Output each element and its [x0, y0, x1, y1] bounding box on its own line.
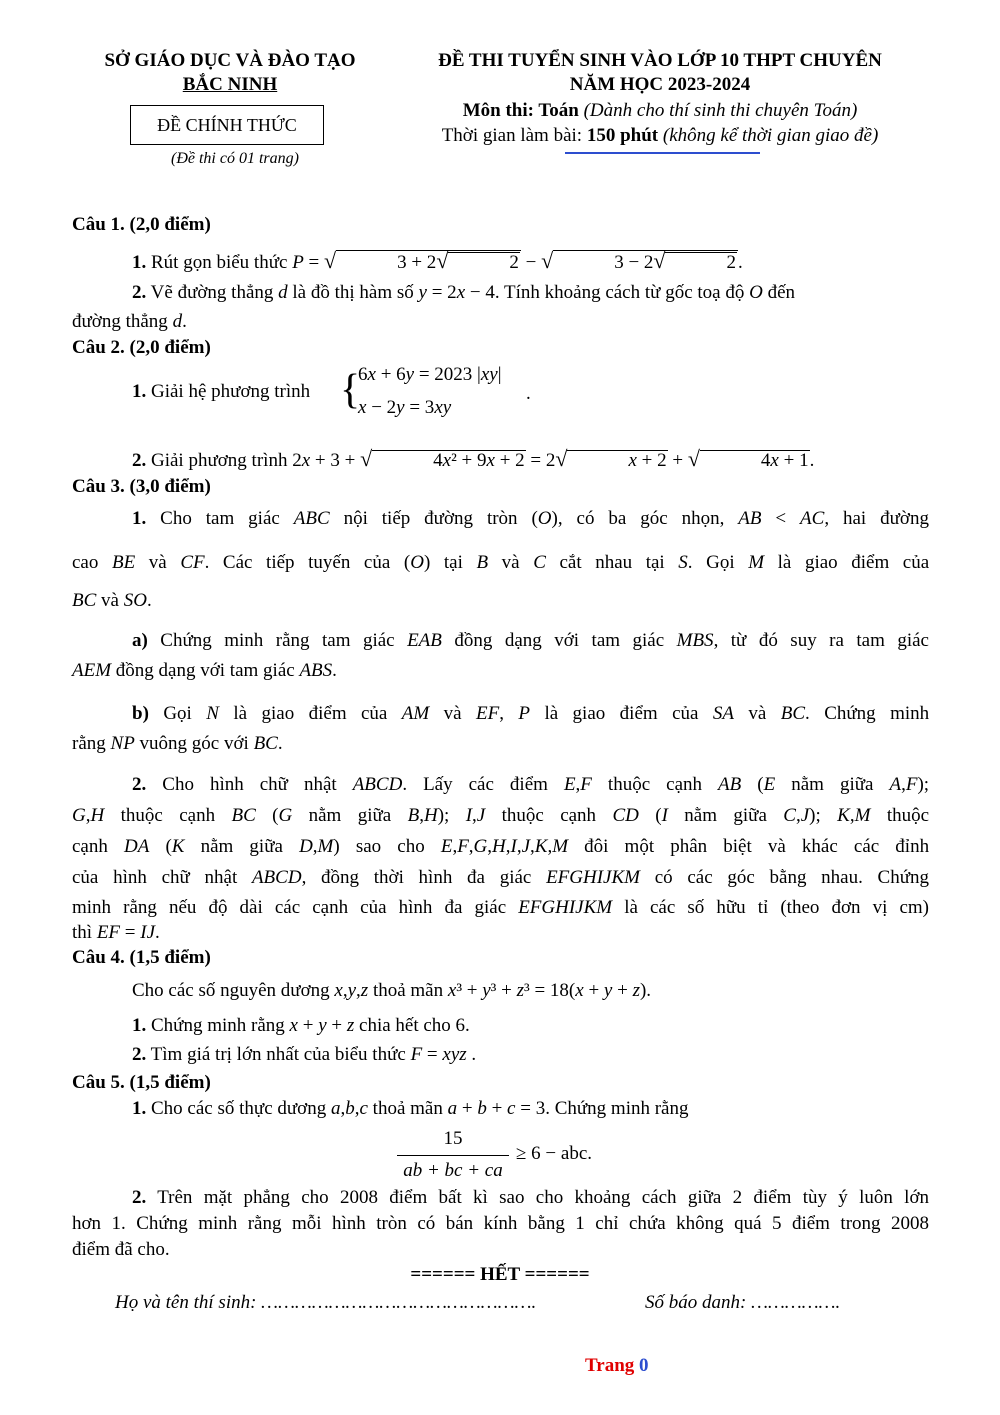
q3-title: Câu 3. (3,0 điểm): [72, 476, 211, 497]
q5-p1-c: Chứng minh rằng: [554, 1098, 689, 1119]
q3-pb-line1: b) Gọi N là giao điểm của AM và EF, P là giao điểm của SA và BC. Chứng minh: [132, 703, 930, 724]
q3-p2-l6a: thì: [72, 922, 93, 943]
q5-part1: 1. Cho các số thực dương a,b,c thoả mãn a + b + c = 3. Chứng minh rằng: [132, 1098, 689, 1119]
q3-p2-l2c: thuộc cạnh: [501, 805, 597, 826]
q3-p2-l1c: thuộc cạnh: [607, 774, 703, 795]
end-marker: ====== HẾT ======: [410, 1264, 590, 1285]
q3-p2-l3c: sao cho: [355, 836, 425, 857]
q3-pb-l1d: là giao điểm của: [544, 703, 699, 724]
q5-p1-a: Cho các số thực dương: [151, 1098, 327, 1119]
q3-p1-l2d: tại: [443, 552, 463, 573]
time-label: Thời gian làm bài:: [441, 125, 587, 146]
q5-p1-num: 1.: [132, 1098, 147, 1119]
q3-pa-line1: a) Chứng minh rằng tam giác EAB đồng dạng với tam giác MBS, từ đó suy ra tam giác: [132, 630, 929, 651]
q3-p2-l5a: minh rằng nếu độ dài các cạnh của hình đa giác: [72, 897, 507, 918]
q3-p2-line1: 2. Cho hình chữ nhật ABCD. Lấy các điểm E,F thuộc cạnh AB (E nằm giữa A,F);: [132, 774, 930, 795]
q1-p2-d: đến: [767, 282, 796, 303]
q3-p1-l1c: , có ba góc nhọn,: [557, 508, 725, 529]
q2-part2: 2. Giải phương trình 2x + 3 + √ 4x² + 9x + 2 = 2√ x + 2 + √ 4x + 1.: [132, 446, 815, 471]
q3-p2-line3: cạnh DA (K nằm giữa D,M) sao cho E,F,G,H,I,J,K,M đôi một phân biệt và khác các đỉnh: [72, 836, 930, 857]
q1-p2-c: . Tính khoảng cách từ gốc toạ độ: [494, 282, 745, 303]
q3-p1-l1d: , hai đường: [824, 508, 929, 529]
q3-pa-label: a): [132, 630, 148, 651]
q3-p1-line2: cao BE và CF. Các tiếp tuyến của (O) tại B và C cắt nhau tại S. Gọi M là giao điểm của: [72, 552, 930, 573]
q1-p1-text: Rút gọn biểu thức: [151, 252, 288, 273]
q5-title: Câu 5. (1,5 điểm): [72, 1072, 211, 1093]
q3-pb-l1b: là giao điểm của: [233, 703, 388, 724]
q3-p2-l3d: đôi một phân biệt và khác các đỉnh: [584, 836, 930, 857]
q3-pb-l1e: và: [748, 703, 767, 724]
q3-p1-line3: BC và SO.: [72, 590, 152, 611]
time-value: 150 phút: [586, 125, 659, 146]
q3-p2-line5: minh rằng nếu độ dài các cạnh của hình đa giác EFGHIJKM là các số hữu tỉ (theo đơn vị cm): [72, 897, 929, 918]
q2-p2-num: 2.: [132, 450, 147, 471]
q3-pa-l1a: Chứng minh rằng tam giác: [160, 630, 395, 651]
q3-p2-l1a: Cho hình chữ nhật: [162, 774, 337, 795]
dept-name: SỞ GIÁO DỤC VÀ ĐÀO TẠO: [104, 50, 356, 71]
q3-pb-l2a: rằng: [72, 733, 106, 754]
q3-p2-l1b: . Lấy các điểm: [402, 774, 548, 795]
q2-p2-text: Giải phương trình: [151, 450, 288, 471]
q3-p2-l2e: thuộc: [886, 805, 930, 826]
frac-numerator: 15: [443, 1128, 463, 1149]
q4-part2: 2. Tìm giá trị lớn nhất của biểu thức F = xyz .: [132, 1044, 477, 1065]
q3-p1-l1a: Cho tam giác: [160, 508, 280, 529]
q3-p1-l2g: . Gọi: [687, 552, 735, 573]
q3-pb-label: b): [132, 703, 149, 724]
system-period: .: [526, 383, 531, 404]
q3-p1-num: 1.: [132, 508, 147, 529]
q3-p1-line1: 1. Cho tam giác ABC nội tiếp đường tròn (O), có ba góc nhọn, AB < AC, hai đường: [132, 508, 929, 529]
q1-part1: 1. Rút gọn biểu thức P = √ 3 + 2√ 2 − √ 3 − 2√ 2 .: [132, 248, 743, 273]
q4-intro: Cho các số nguyên dương x,y,z thoả mãn x³ + y³ + z³ = 18(x + y + z).: [132, 980, 652, 1001]
q4-p1-num: 1.: [132, 1015, 147, 1036]
page-footer: [585, 1355, 649, 1377]
q5-p2-l1: Trên mặt phẳng cho 2008 điểm bất kì sao cho khoảng cách giữa 2 điểm tùy ý luôn lớn: [157, 1187, 929, 1208]
page-number: 0: [639, 1355, 649, 1376]
subject-line: [395, 100, 925, 122]
time-line: [395, 125, 925, 147]
candidate-id-field: Số báo danh: …………….: [645, 1292, 841, 1313]
q3-p2-l3a: cạnh: [72, 836, 108, 857]
page-label: Trang: [585, 1355, 635, 1376]
q3-p2-l4c: có các góc bằng nhau. Chứng: [654, 867, 930, 888]
q3-pa-line2: AEM đồng dạng với tam giác ABS.: [72, 660, 337, 681]
subject-label: Môn thi: Toán: [462, 100, 579, 121]
q1-p2-e: đường thẳng: [72, 311, 168, 332]
official-badge: ĐỀ CHÍNH THỨC: [130, 105, 324, 145]
q4-p2-a: Tìm giá trị lớn nhất của biểu thức: [150, 1044, 406, 1065]
q3-p1-l2b: và: [148, 552, 167, 573]
q4-intro-b: thoả mãn: [372, 980, 444, 1001]
q5-p1-b: thoả mãn: [372, 1098, 443, 1119]
q4-intro-a: Cho các số nguyên dương: [132, 980, 330, 1001]
q3-pa-l2a: đồng dạng với tam giác: [115, 660, 295, 681]
frac-denominator: ab + bc + ca: [403, 1160, 503, 1181]
school-year: NĂM HỌC 2023-2024: [569, 74, 751, 95]
frac-rhs: ≥ 6 − abc.: [516, 1143, 593, 1164]
exam-title: ĐỀ THI TUYỂN SINH VÀO LỚP 10 THPT CHUYÊN: [438, 50, 882, 71]
q4-part1: 1. Chứng minh rằng x + y + z chia hết cho 6.: [132, 1015, 470, 1036]
pages-note: (Đề thi có 01 trang): [171, 150, 299, 167]
q2-title: Câu 2. (2,0 điểm): [72, 337, 211, 358]
q3-p1-l3a: và: [101, 590, 119, 611]
q5-part2-line2: hơn 1. Chứng minh rằng mỗi hình tròn có bán kính bằng 1 chỉ chứa không quá 5 điểm trong 2008: [72, 1213, 929, 1234]
q3-p2-num: 2.: [132, 774, 147, 795]
q3-pb-l1f: . Chứng minh: [805, 703, 930, 724]
q3-p2-l2a: thuộc cạnh: [120, 805, 216, 826]
header-divider: [565, 152, 760, 154]
q3-p1-l1b: nội tiếp đường tròn: [343, 508, 518, 529]
q3-p1-l2h: là giao điểm của: [777, 552, 930, 573]
subject-note: (Dành cho thí sinh thi chuyên Toán): [583, 100, 858, 121]
q3-p2-line2: G,H thuộc cạnh BC (G nằm giữa B,H); I,J thuộc cạnh CD (I nằm giữa C,J); K,M thuộc: [72, 805, 930, 826]
q1-part2: 2. Vẽ đường thẳng d là đồ thị hàm số y = 2x − 4. Tính khoảng cách từ gốc toạ độ O đến: [132, 282, 796, 303]
system-brace: {: [340, 367, 361, 413]
q3-p2-l3b: nằm giữa: [200, 836, 283, 857]
q1-p1-num: 1.: [132, 252, 147, 273]
q3-pb-l1c: và: [443, 703, 462, 724]
q3-p1-l2e: và: [501, 552, 520, 573]
q3-pb-line2: rằng NP vuông góc với BC.: [72, 733, 283, 754]
q3-p2-l1d: nằm giữa: [791, 774, 874, 795]
q3-p1-l2a: cao: [72, 552, 99, 573]
q4-p1-b: chia hết cho 6.: [359, 1015, 470, 1036]
time-note: (không kể thời gian giao đề): [662, 125, 879, 146]
q5-part2-line3: điểm đã cho.: [72, 1239, 170, 1260]
q3-pa-l1c: , từ đó suy ra tam giác: [713, 630, 929, 651]
q3-pa-l1b: đồng dạng với tam giác: [454, 630, 665, 651]
system-eq1: 6x + 6y = 2023 |xy|: [358, 364, 502, 385]
q3-p1-l2c: . Các tiếp tuyến của: [204, 552, 391, 573]
q3-p2-l4a: của hình chữ nhật: [72, 867, 238, 888]
q4-p2-num: 2.: [132, 1044, 147, 1065]
q3-p2-l2b: nằm giữa: [308, 805, 392, 826]
q3-p1-l2f: cắt nhau tại: [559, 552, 665, 573]
q2-p1-num: 1.: [132, 381, 147, 402]
q3-pb-l2b: vuông góc với: [139, 733, 249, 754]
q2-p1-text: Giải hệ phương trình: [151, 381, 311, 402]
q3-p2-line4: của hình chữ nhật ABCD, đồng thời hình đa giác EFGHIJKM có các góc bằng nhau. Chứng: [72, 867, 930, 888]
province-name: BẮC NINH: [182, 74, 278, 95]
q3-p2-l5b: là các số hữu tỉ (theo đơn vị cm): [624, 897, 929, 918]
q1-title: Câu 1. (2,0 điểm): [72, 214, 211, 235]
frac-bar: [397, 1155, 509, 1156]
q4-p1-a: Chứng minh rằng: [151, 1015, 285, 1036]
q1-p2-b: là đồ thị hàm số: [292, 282, 414, 303]
q3-p2-l2d: nằm giữa: [684, 805, 767, 826]
system-eq2: x − 2y = 3xy: [358, 397, 452, 418]
q2-part1: [132, 381, 310, 403]
q4-title: Câu 4. (1,5 điểm): [72, 947, 211, 968]
q3-p2-l4b: , đồng thời hình đa giác: [301, 867, 532, 888]
candidate-name-field: Họ và tên thí sinh: ………………………………………….: [115, 1292, 537, 1313]
q1-part2-cont: đường thẳng d.: [72, 311, 187, 332]
q3-p2-line6: thì EF = IJ.: [72, 922, 160, 943]
q1-p2-num: 2.: [132, 282, 147, 303]
q5-p2-num: 2.: [132, 1187, 147, 1208]
q3-pb-l1a: Gọi: [163, 703, 192, 724]
q1-p2-a: Vẽ đường thẳng: [150, 282, 274, 303]
